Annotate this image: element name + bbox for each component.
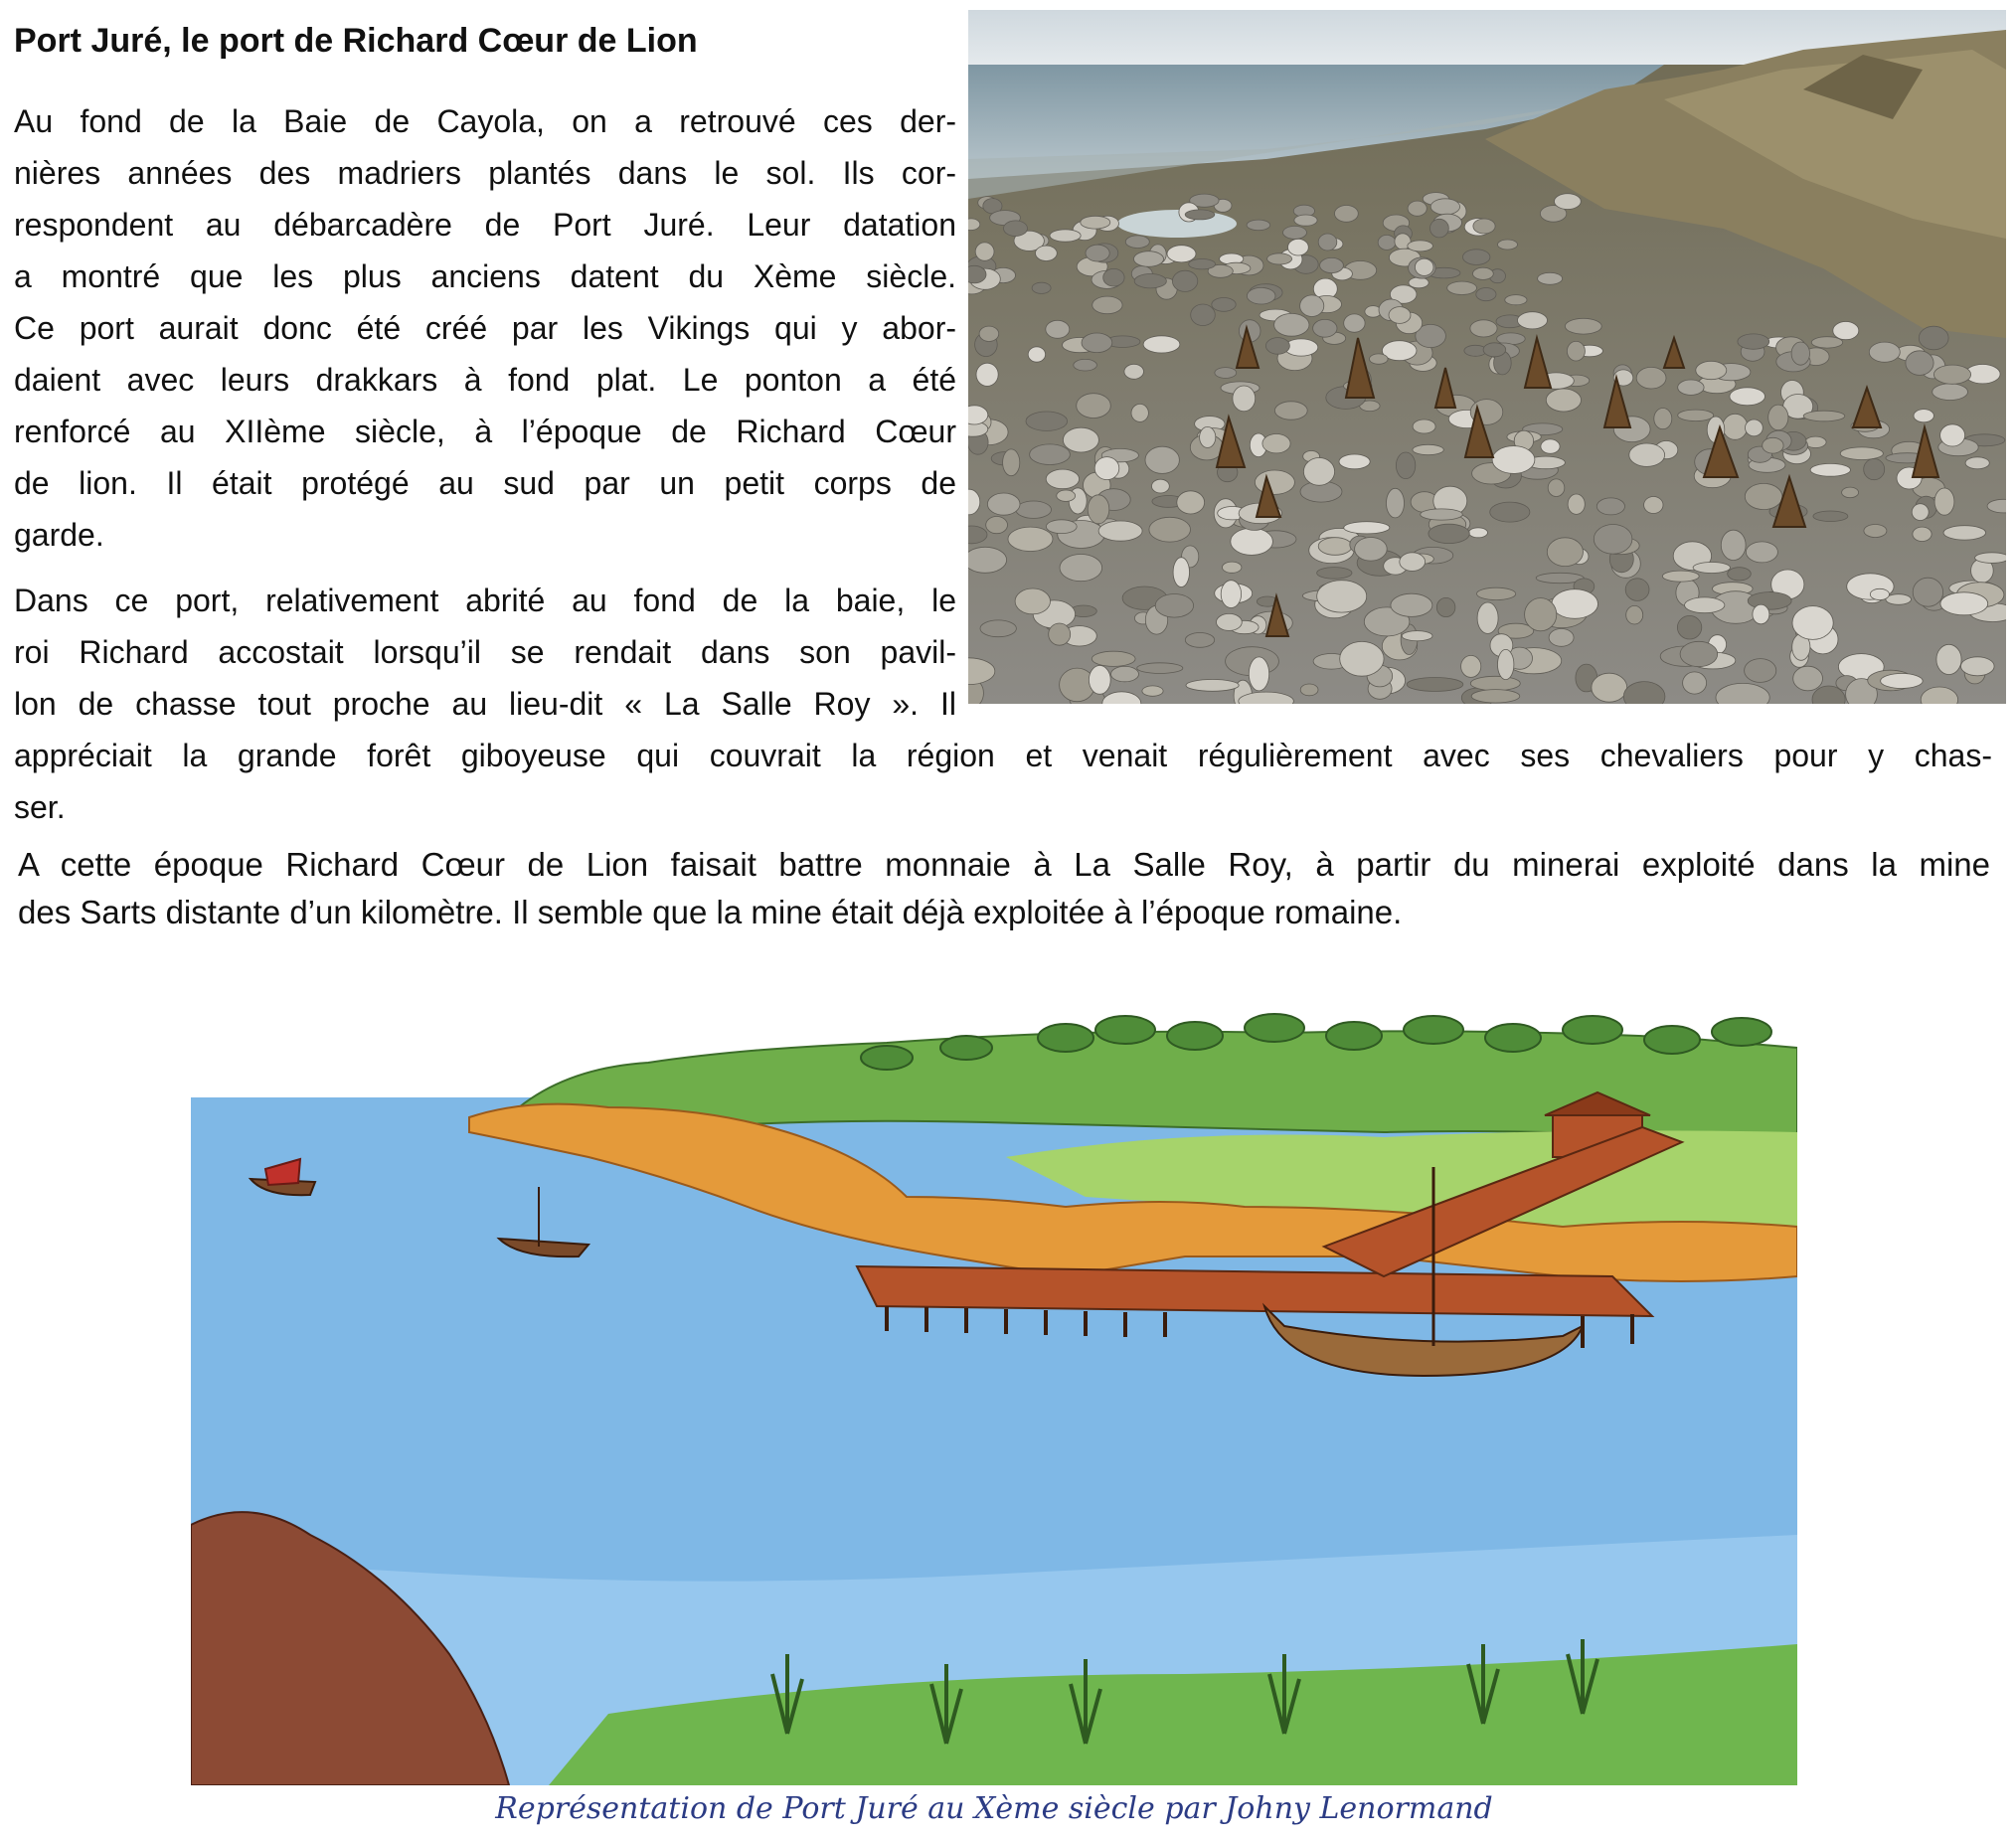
port-illustration-drawing: [191, 958, 1797, 1785]
text-line: Ce port aurait donc été créé par les Vikings qui y abor-: [14, 310, 956, 346]
text-line: roi Richard accostait lorsqu’il se rendait dans son pavil-: [14, 634, 956, 670]
text-line: Au fond de la Baie de Cayola, on a retrouvé ces der-: [14, 103, 956, 139]
paragraph-2-continued: [14, 730, 1992, 833]
paragraph-2: [14, 575, 956, 730]
illustration-caption: Représentation de Port Juré au Xème siècle par Johny Lenormand: [495, 1791, 1493, 1826]
text-line: renforcé au XIIème siècle, à l’époque de Richard Cœur: [14, 414, 956, 449]
text-line: ser.: [14, 789, 66, 825]
text-line: de lion. Il était protégé au sud par un petit corps de: [14, 465, 956, 501]
paragraph-3: [18, 841, 1990, 936]
text-line: a montré que les plus anciens datent du Xème siècle.: [14, 258, 956, 294]
article-title: Port Juré, le port de Richard Cœur de Lion: [14, 22, 698, 60]
text-line: daient avec leurs drakkars à fond plat. Le ponton a été: [14, 362, 956, 398]
beach-photo-drawing: [968, 10, 2006, 704]
beach-photo: [968, 10, 2006, 704]
text-line: lon de chasse tout proche au lieu-dit « La Salle Roy ». Il: [14, 686, 956, 722]
text-line: respondent au débarcadère de Port Juré. Leur datation: [14, 207, 956, 243]
text-line: nières années des madriers plantés dans le sol. Ils cor-: [14, 155, 956, 191]
text-line: Dans ce port, relativement abrité au fond de la baie, le: [14, 583, 956, 618]
text-line: A cette époque Richard Cœur de Lion faisait battre monnaie à La Salle Roy, à partir du minerai exploité dans la mine: [18, 846, 1990, 883]
text-line: des Sarts distante d’un kilomètre. Il semble que la mine était déjà exploitée à l’époque romaine.: [18, 894, 1403, 930]
text-line: garde.: [14, 517, 104, 553]
text-line: appréciait la grande forêt giboyeuse qui couvrait la région et venait régulièrement avec ses chevaliers pour y chas-: [14, 738, 1992, 773]
paragraph-1: [14, 95, 956, 561]
port-jure-illustration: [191, 958, 1797, 1785]
